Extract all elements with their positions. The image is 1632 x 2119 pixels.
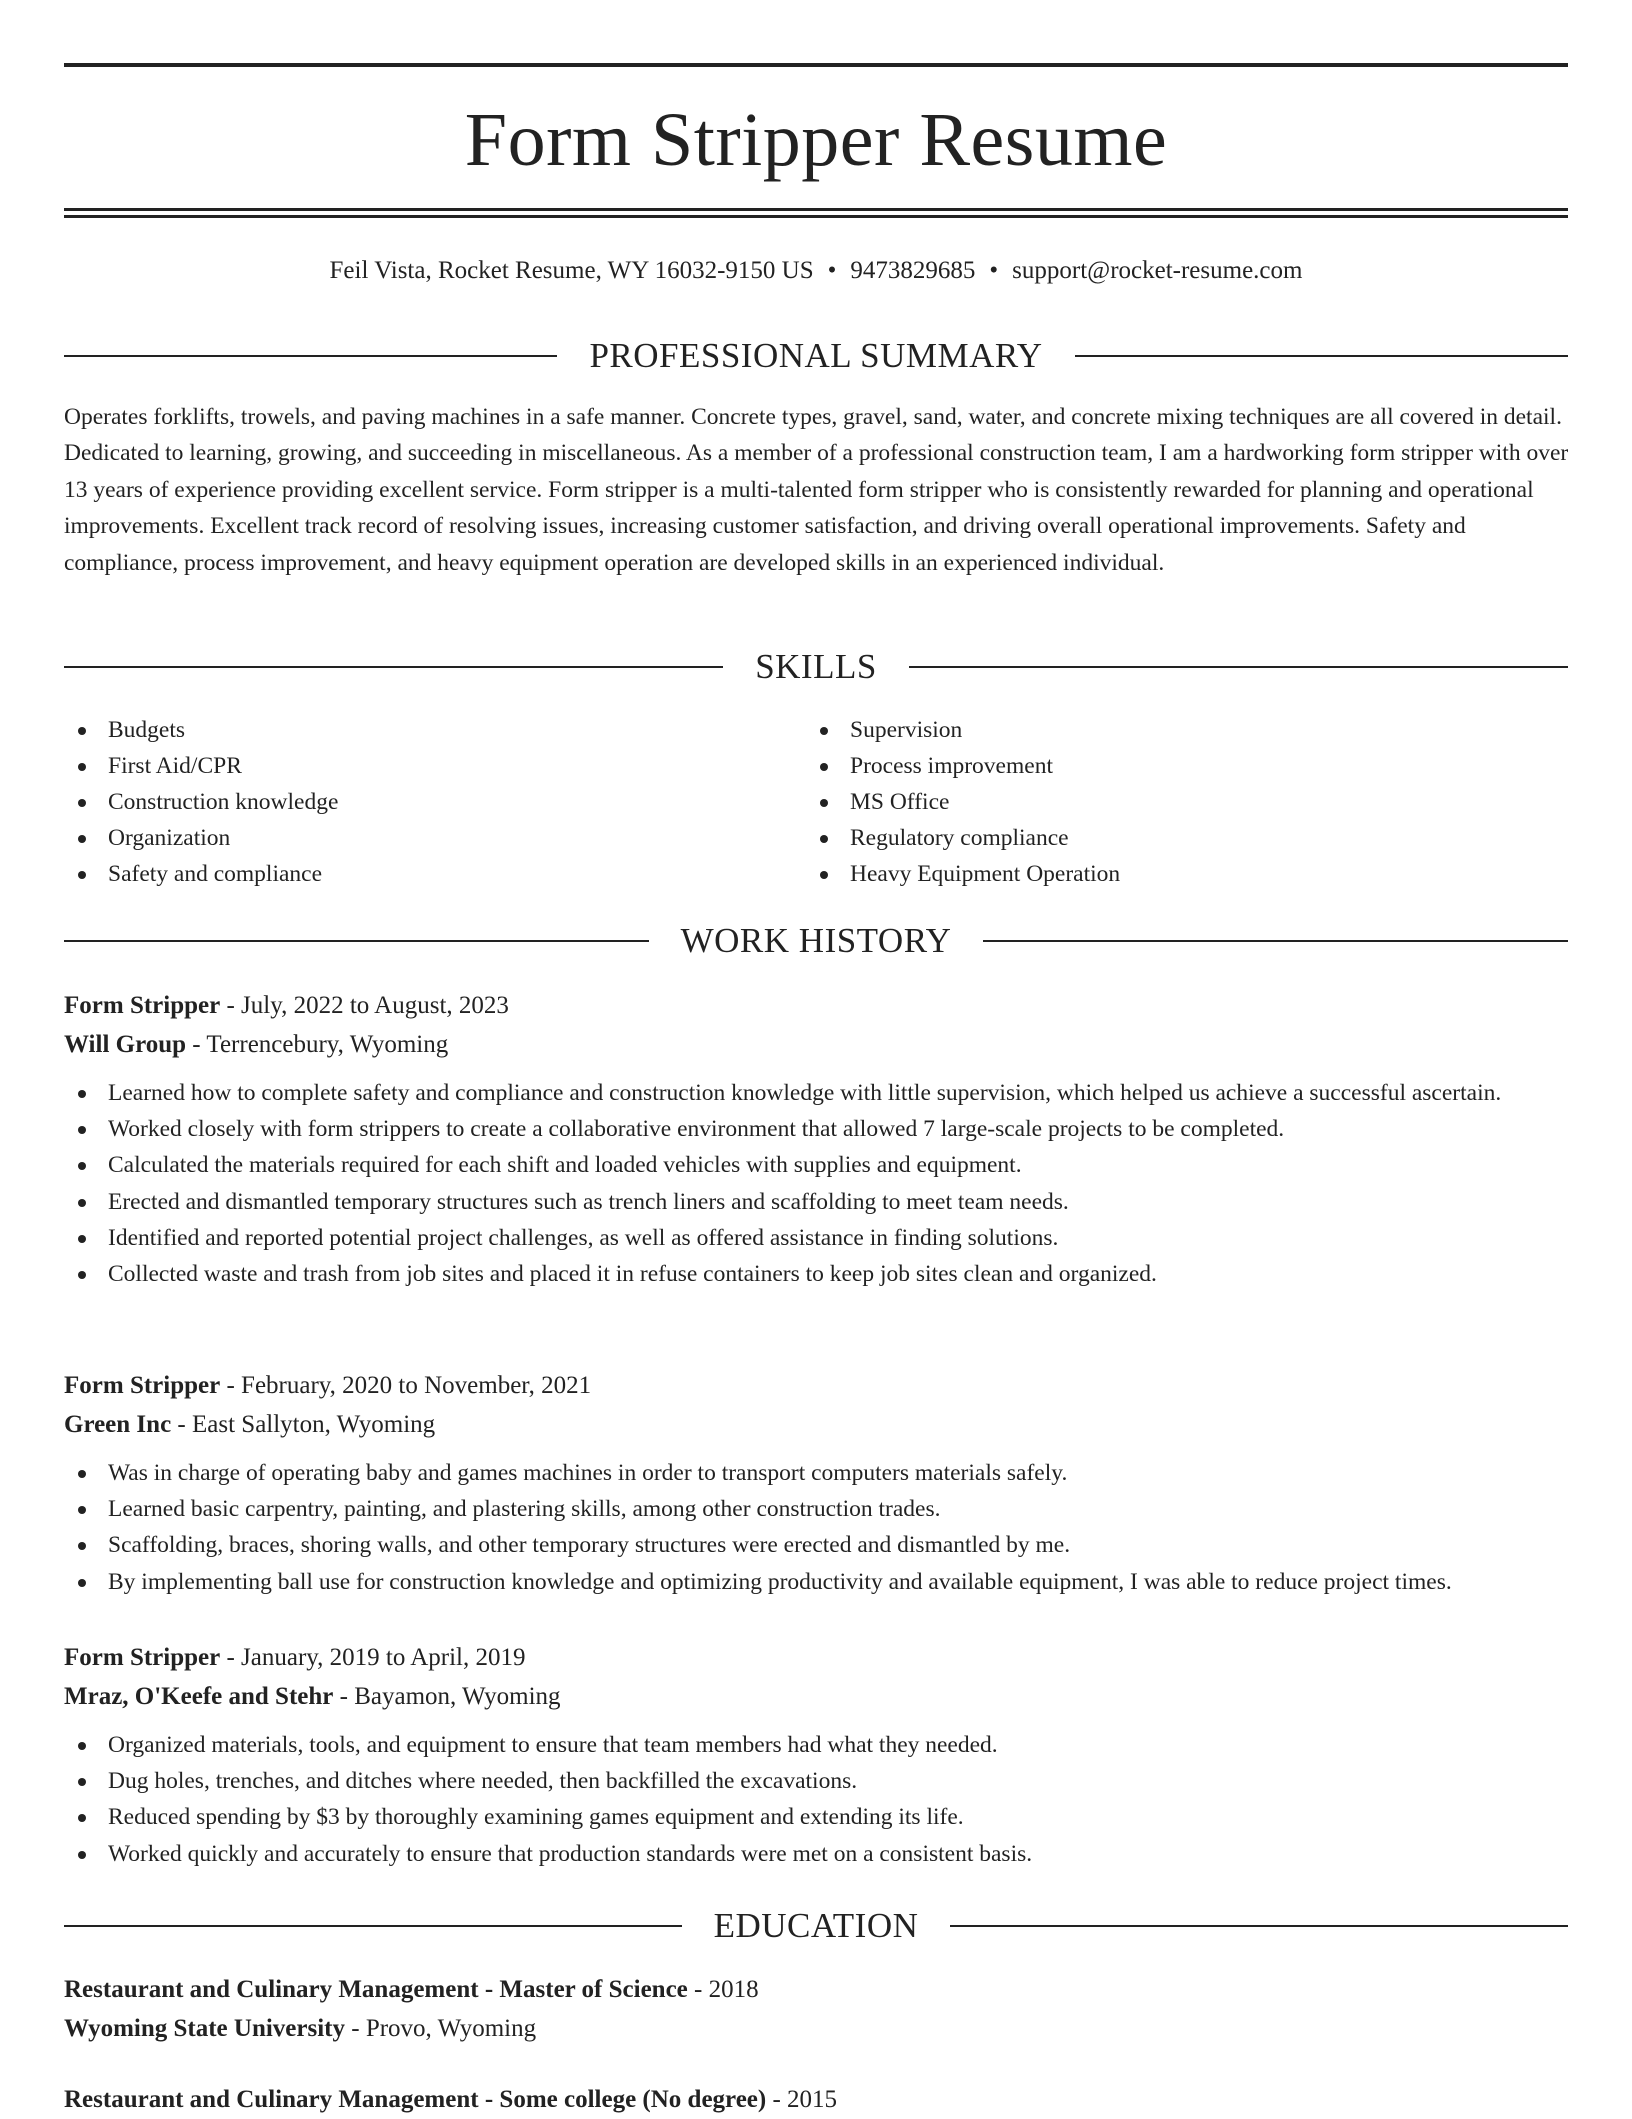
job-company: Will Group bbox=[64, 1031, 187, 1058]
section-heading-summary bbox=[64, 334, 1568, 378]
job-company-line bbox=[64, 1405, 1574, 1444]
heading-rule bbox=[983, 940, 1568, 942]
section-title: PROFESSIONAL SUMMARY bbox=[589, 336, 1043, 375]
skill-item: Heavy Equipment Operation bbox=[806, 856, 1566, 892]
job-bullet: Worked quickly and accurately to ensure that production standards were met on a consistent basis. bbox=[64, 1836, 1574, 1872]
job-bullet: Dug holes, trenches, and ditches where needed, then backfilled the excavations. bbox=[64, 1763, 1574, 1799]
job-bullet: Learned basic carpentry, painting, and plastering skills, among other construction trades. bbox=[64, 1491, 1574, 1527]
education-school: Wyoming State University bbox=[64, 2015, 345, 2042]
job-title-line bbox=[64, 1638, 1574, 1677]
skills-list-right bbox=[806, 712, 1566, 892]
section-title: WORK HISTORY bbox=[680, 921, 952, 960]
heading-rule bbox=[64, 1925, 682, 1927]
skill-item: Regulatory compliance bbox=[806, 820, 1566, 856]
education-year: - 2015 bbox=[766, 2086, 838, 2113]
skill-item: Construction knowledge bbox=[64, 784, 764, 820]
heading-rule bbox=[950, 1925, 1568, 1927]
job-title: Form Stripper bbox=[64, 992, 221, 1019]
job-entry bbox=[64, 1638, 1574, 1872]
contact-address: Feil Vista, Rocket Resume, WY 16032-9150 US bbox=[329, 257, 814, 284]
job-entry bbox=[64, 986, 1574, 1292]
job-bullets bbox=[64, 1075, 1574, 1292]
section-heading-education bbox=[64, 1904, 1568, 1948]
skill-item: Process improvement bbox=[806, 748, 1566, 784]
job-title-line bbox=[64, 986, 1574, 1025]
job-bullet: Organized materials, tools, and equipment to ensure that team members had what they needed. bbox=[64, 1727, 1574, 1763]
job-bullet: By implementing ball use for construction knowledge and optimizing productivity and available equipment, I was able to reduce project times. bbox=[64, 1564, 1574, 1600]
job-bullet: Collected waste and trash from job sites and placed it in refuse containers to keep job sites clean and organized. bbox=[64, 1256, 1574, 1292]
job-company: Green Inc bbox=[64, 1411, 172, 1438]
skill-item: Supervision bbox=[806, 712, 1566, 748]
education-degree-line bbox=[64, 2080, 1568, 2119]
skill-item: Organization bbox=[64, 820, 764, 856]
heading-rule bbox=[64, 940, 649, 942]
job-location: - Bayamon, Wyoming bbox=[333, 1683, 561, 1710]
contact-line bbox=[64, 254, 1568, 288]
summary-text: Operates forklifts, trowels, and paving machines in a safe manner. Concrete types, gravel, sand, water, and concrete mixing techniques are all covered in detail. Dedicated to learning, growing, and succeeding in miscellaneous. As a member of a professional construction team, I am a hardworking form stripper with over 13 years of experience providing excellent service. Form stripper is a multi-talented form stripper who is consistently rewarded for planning and operational improvements. Excellent track record of resolving issues, increasing customer satisfaction, and driving overall operational improvements. Safety and compliance, process improvement, and heavy equipment operation are developed skills in an experienced individual. bbox=[64, 404, 1569, 576]
job-bullet: Scaffolding, braces, shoring walls, and other temporary structures were erected and dismantled by me. bbox=[64, 1527, 1574, 1563]
contact-email: support@rocket-resume.com bbox=[1012, 257, 1303, 284]
top-rule bbox=[64, 63, 1568, 67]
job-bullets bbox=[64, 1727, 1574, 1872]
job-company: Mraz, O'Keefe and Stehr bbox=[64, 1683, 334, 1710]
section-title: EDUCATION bbox=[713, 1906, 919, 1945]
job-bullets bbox=[64, 1455, 1574, 1600]
skill-item: First Aid/CPR bbox=[64, 748, 764, 784]
education-degree-line bbox=[64, 1970, 1568, 2009]
heading-rule bbox=[1075, 355, 1568, 357]
job-entry bbox=[64, 1366, 1574, 1600]
skill-item: MS Office bbox=[806, 784, 1566, 820]
resume-title: Form Stripper Resume bbox=[464, 98, 1168, 182]
job-dates: - February, 2020 to November, 2021 bbox=[220, 1372, 592, 1399]
education-year: - 2018 bbox=[687, 1976, 759, 2003]
job-bullet: Calculated the materials required for each shift and loaded vehicles with supplies and equipment. bbox=[64, 1147, 1574, 1183]
job-bullet: Worked closely with form strippers to create a collaborative environment that allowed 7 large-scale projects to be completed. bbox=[64, 1111, 1574, 1147]
heading-rule bbox=[64, 355, 557, 357]
job-dates: - January, 2019 to April, 2019 bbox=[220, 1644, 526, 1671]
job-bullet: Was in charge of operating baby and games machines in order to transport computers materials safely. bbox=[64, 1455, 1574, 1491]
job-bullet: Reduced spending by $3 by thoroughly examining games equipment and extending its life. bbox=[64, 1799, 1574, 1835]
education-degree: Restaurant and Culinary Management - Master of Science bbox=[64, 1976, 688, 2003]
contact-separator: • bbox=[989, 257, 999, 284]
job-location: - Terrencebury, Wyoming bbox=[186, 1031, 449, 1058]
education-entry bbox=[64, 2080, 1568, 2119]
section-heading-work bbox=[64, 919, 1568, 963]
job-title: Form Stripper bbox=[64, 1644, 221, 1671]
job-location: - East Sallyton, Wyoming bbox=[171, 1411, 436, 1438]
job-bullet: Identified and reported potential project challenges, as well as offered assistance in finding solutions. bbox=[64, 1220, 1574, 1256]
contact-separator: • bbox=[827, 257, 837, 284]
skills-list-left bbox=[64, 712, 764, 892]
job-title: Form Stripper bbox=[64, 1372, 221, 1399]
job-bullet: Learned how to complete safety and compliance and construction knowledge with little supervision, which helped us achieve a successful ascertain. bbox=[64, 1075, 1574, 1111]
job-bullet: Erected and dismantled temporary structures such as trench liners and scaffolding to meet team needs. bbox=[64, 1184, 1574, 1220]
job-company-line bbox=[64, 1677, 1574, 1716]
job-company-line bbox=[64, 1025, 1574, 1064]
section-title: SKILLS bbox=[755, 647, 877, 686]
education-school-line bbox=[64, 2009, 1568, 2048]
skill-item: Safety and compliance bbox=[64, 856, 764, 892]
heading-rule bbox=[909, 666, 1568, 668]
contact-phone: 9473829685 bbox=[850, 257, 976, 284]
education-entry bbox=[64, 1970, 1568, 2048]
education-degree: Restaurant and Culinary Management - Some college (No degree) bbox=[64, 2086, 767, 2113]
job-title-line bbox=[64, 1366, 1574, 1405]
heading-rule bbox=[64, 666, 723, 668]
education-location: - Provo, Wyoming bbox=[345, 2015, 537, 2042]
section-heading-skills bbox=[64, 645, 1568, 689]
job-dates: - July, 2022 to August, 2023 bbox=[220, 992, 509, 1019]
skill-item: Budgets bbox=[64, 712, 764, 748]
title-double-rule bbox=[64, 208, 1568, 218]
